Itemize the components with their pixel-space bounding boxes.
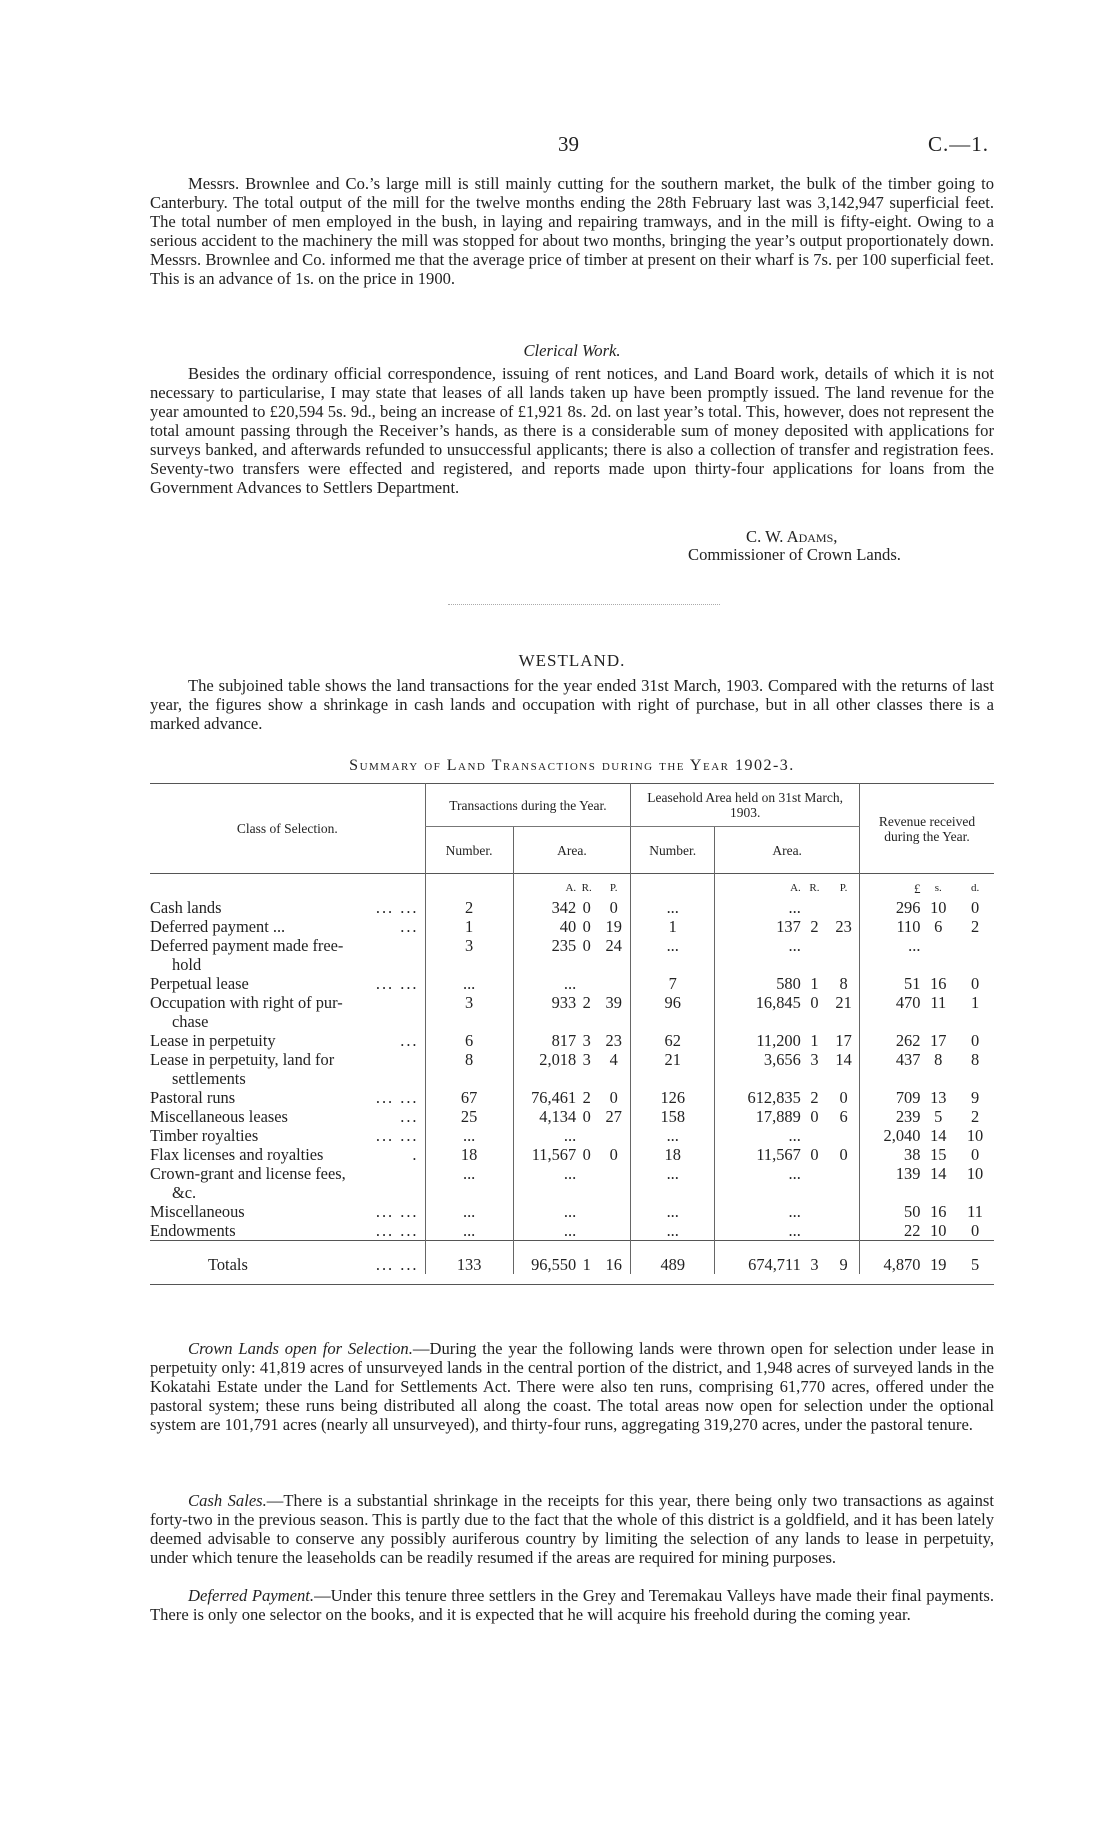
revenue-pounds: 139 <box>860 1164 921 1202</box>
transactions-roods: 0 <box>582 916 591 936</box>
table-row <box>150 974 994 993</box>
row-label-cell <box>150 1126 425 1145</box>
transactions-perches: 27 <box>605 1106 622 1126</box>
leasehold-perches <box>828 936 859 974</box>
leasehold-perches: 17 <box>835 1030 852 1050</box>
transactions-roods <box>576 1202 597 1221</box>
revenue-shillings: 6 <box>934 916 943 936</box>
transactions-perches: 23 <box>605 1030 622 1050</box>
row-label-cell <box>150 993 425 1031</box>
transactions-roods: 2 <box>582 992 591 1012</box>
leasehold-acres: 11,567 <box>715 1145 801 1164</box>
transactions-acres: 76,461 <box>513 1088 576 1107</box>
leasehold-number: 7 <box>631 974 715 993</box>
leasehold-perches: 8 <box>839 973 848 993</box>
leader-dots: ... <box>400 1030 419 1050</box>
leasehold-roods: 2 <box>810 916 819 936</box>
revenue-pence <box>956 936 994 974</box>
leasehold-roods <box>801 1164 828 1202</box>
revenue-pounds: 262 <box>860 1031 921 1050</box>
row-label-cell <box>150 1031 425 1050</box>
revenue-shillings: 5 <box>934 1106 943 1126</box>
transactions-roods: 2 <box>582 1087 591 1107</box>
transactions-perches: 24 <box>605 935 622 955</box>
section-divider <box>448 604 720 606</box>
revenue-pence: 0 <box>970 973 980 993</box>
unit-shillings: s. <box>934 881 942 894</box>
row-label-continuation: settlements <box>172 1068 246 1088</box>
totals-transactions-number: 133 <box>425 1240 513 1274</box>
transactions-acres: 342 <box>513 898 576 917</box>
transactions-acres: 235 <box>513 936 576 974</box>
leasehold-perches: 14 <box>835 1049 852 1069</box>
leasehold-roods: 3 <box>810 1049 819 1069</box>
unit-perches: P. <box>609 881 618 894</box>
land-transactions-table <box>150 783 994 1285</box>
cash-sales-text: —There is a substantial shrinkage in the receipts for this year, there being only two transactions as against forty-two in the previous season. This is partly due to the fact that the whole of this district is a goldfield, and it has been lately deemed advisable to conserve any possibly auriferous country by limiting the selection of any lands to lease in perpetuity, under which tenure the leaseholds can be readily resumed if the areas are required for mining purposes. <box>150 1491 994 1567</box>
row-label: Endowments <box>150 1220 236 1240</box>
revenue-shillings <box>920 936 956 974</box>
leasehold-perches: 6 <box>839 1106 848 1126</box>
revenue-pounds: 51 <box>860 974 921 993</box>
transactions-acres: 4,134 <box>513 1107 576 1126</box>
leasehold-roods: 0 <box>810 1144 819 1164</box>
leasehold-number: 1 <box>631 917 715 936</box>
revenue-pounds: 38 <box>860 1145 921 1164</box>
row-label-cell <box>150 1050 425 1088</box>
row-label: Miscellaneous leases <box>150 1106 288 1126</box>
crown-lands-text: —During the year the following lands were thrown open for selection under lease in perpetuity only: 41,819 acres of unsurveyed lands in the central portion of the district, and 1,948 acres of surveyed lands in the Kokatahi Estate under the Land for Settlements Act. There were also ten runs, comprising 61,770 acres, offered under the pastoral system; these runs being distributed all along the coast. The total areas now open for selection under the optional system are 101,791 acres (nearly all unsurveyed), and thirty-four runs, aggregating 319,270 acres, under the pastoral tenure. <box>150 1339 995 1434</box>
row-label-cell <box>150 1221 425 1241</box>
revenue-pounds: 296 <box>860 898 921 917</box>
revenue-pounds: 50 <box>860 1202 921 1221</box>
leasehold-perches <box>828 1221 859 1241</box>
row-label-cell <box>150 974 425 993</box>
revenue-pounds: 470 <box>860 993 921 1031</box>
revenue-shillings: 16 <box>930 1201 947 1221</box>
revenue-pence: 10 <box>966 1163 984 1183</box>
totals-row <box>150 1240 994 1274</box>
transactions-perches: 19 <box>605 916 622 936</box>
leasehold-acres: 17,889 <box>715 1107 801 1126</box>
transactions-number: 1 <box>425 917 513 936</box>
row-label: Occupation with right of pur- <box>150 992 343 1012</box>
row-label: Crown-grant and license fees, <box>150 1163 346 1183</box>
leasehold-perches <box>828 1202 859 1221</box>
leasehold-roods <box>801 898 828 917</box>
revenue-shillings: 15 <box>930 1144 947 1164</box>
transactions-roods <box>576 1126 597 1145</box>
clerical-text: Besides the ordinary official correspondence, issuing of rent notices, and Land Board work, details of which it is not necessary to particularise, I may state that leases of all lands taken up have been promptly issued. The land revenue for the year amounted to £20,594 5s. 9d., being an increase of £1,921 8s. 2d. on last year’s total. This, however, does not represent the total amount passing through the Receiver’s hands, as there is a considerable sum of money deposited with applications for surveys banked, and afterwards refunded to unsuccessful applicants; there is also a collection of transfer and registration fees. Seventy-two transfers were effected and registered, and reports made upon thirty-four applications for loans from the Government Advances to Settlers Department. <box>150 364 994 497</box>
revenue-pence: 10 <box>966 1125 984 1145</box>
brownlee-text: Messrs. Brownlee and Co.’s large mill is still mainly cutting for the southern market, the bulk of the timber going to Canterbury. The total output of the mill for the twelve months ending the 28th February last was 3,142,947 superficial feet. The total number of men employed in the bush, in laying and repairing tramways, and in the mill is fifty-eight. Owing to a serious accident to the machinery the mill was stopped for about two months, bringing the year’s output proportionately down. Messrs. Brownlee and Co. informed me that the average price of timber at present on their wharf is 7s. per 100 superficial feet. This is an advance of 1s. on the price in 1900. <box>150 174 994 288</box>
transactions-number: 2 <box>425 898 513 917</box>
leasehold-acres: 3,656 <box>715 1050 801 1088</box>
row-label-continuation: chase <box>172 1011 209 1031</box>
transactions-acres: ... <box>513 1221 576 1241</box>
leasehold-roods: 1 <box>810 1030 819 1050</box>
row-label: Miscellaneous <box>150 1201 245 1221</box>
leasehold-acres: ... <box>715 1202 801 1221</box>
totals-revenue-pence: 5 <box>956 1240 994 1274</box>
leasehold-acres: 11,200 <box>715 1031 801 1050</box>
leasehold-acres: ... <box>715 1221 801 1241</box>
leasehold-roods <box>801 1221 828 1241</box>
leasehold-roods <box>801 936 828 974</box>
leasehold-perches: 0 <box>839 1144 848 1164</box>
leasehold-roods: 0 <box>810 1106 819 1126</box>
transactions-number: 67 <box>425 1088 513 1107</box>
revenue-pence: 0 <box>970 1144 980 1164</box>
revenue-shillings: 16 <box>930 973 947 993</box>
leasehold-acres: 580 <box>715 974 801 993</box>
transactions-perches <box>597 974 631 993</box>
row-label: Timber royalties <box>150 1125 259 1145</box>
totals-label: Totals <box>208 1254 248 1274</box>
row-label-cell <box>150 1202 425 1221</box>
transactions-acres: 11,567 <box>513 1145 576 1164</box>
transactions-perches: 0 <box>609 897 618 917</box>
transactions-perches: 4 <box>609 1049 618 1069</box>
leasehold-acres: 612,835 <box>715 1088 801 1107</box>
cash-sales-lead: Cash Sales. <box>188 1491 267 1510</box>
table-row <box>150 1050 994 1088</box>
signature-name: C. W. Adams, <box>746 527 838 546</box>
westland-intro-paragraph <box>150 676 994 733</box>
transactions-acres: ... <box>513 1164 576 1202</box>
leasehold-number: ... <box>631 1126 715 1145</box>
transactions-number: ... <box>425 1202 513 1221</box>
leasehold-number: ... <box>631 898 715 917</box>
transactions-acres: ... <box>513 1202 576 1221</box>
revenue-shillings: 8 <box>934 1049 943 1069</box>
leader-dots: ... ... <box>375 1087 419 1107</box>
revenue-pounds: 22 <box>860 1221 921 1241</box>
transactions-perches <box>597 1202 631 1221</box>
leader-dots: ... <box>400 916 419 936</box>
table-row <box>150 1107 994 1126</box>
leasehold-perches <box>828 1164 859 1202</box>
row-label: Flax licenses and royalties <box>150 1144 324 1164</box>
leasehold-acres: ... <box>715 898 801 917</box>
row-label: Cash lands <box>150 897 222 917</box>
transactions-perches: 0 <box>609 1144 618 1164</box>
revenue-shillings: 14 <box>930 1125 947 1145</box>
revenue-shillings: 10 <box>930 897 947 917</box>
crown-lands-lead: Crown Lands open for Selection. <box>188 1339 413 1358</box>
transactions-roods: 0 <box>582 1144 591 1164</box>
transactions-number: 25 <box>425 1107 513 1126</box>
revenue-pounds: 437 <box>860 1050 921 1088</box>
revenue-shillings: 13 <box>930 1087 947 1107</box>
leasehold-roods: 2 <box>810 1087 819 1107</box>
leasehold-perches <box>828 1126 859 1145</box>
revenue-header: Revenue received during the Year. <box>860 784 994 874</box>
transactions-perches: 39 <box>605 992 622 1012</box>
table-row <box>150 917 994 936</box>
transactions-roods: 3 <box>582 1049 591 1069</box>
leasehold-number: 62 <box>631 1031 715 1050</box>
document-reference: C.—1. <box>928 132 990 156</box>
unit-perches: P. <box>839 881 848 894</box>
transactions-roods <box>576 1164 597 1202</box>
unit-roods: R. <box>581 881 592 894</box>
leasehold-roods <box>801 1202 828 1221</box>
revenue-pence: 8 <box>970 1049 980 1069</box>
leasehold-roods: 1 <box>810 973 819 993</box>
table-row <box>150 1088 994 1107</box>
transactions-perches <box>597 1221 631 1241</box>
leasehold-number-header: Number. <box>631 827 715 874</box>
revenue-pounds: 110 <box>860 917 921 936</box>
row-label-continuation: hold <box>172 954 202 974</box>
transactions-roods: 0 <box>582 935 591 955</box>
revenue-pence: 0 <box>970 897 980 917</box>
leader-dots: ... <box>400 1106 419 1126</box>
row-label: Lease in perpetuity, land for <box>150 1049 335 1069</box>
clerical-paragraph <box>150 364 994 497</box>
revenue-pounds: 709 <box>860 1088 921 1107</box>
revenue-pence: 9 <box>970 1087 980 1107</box>
transactions-acres: 817 <box>513 1031 576 1050</box>
leasehold-perches: 0 <box>839 1087 848 1107</box>
row-label: Perpetual lease <box>150 973 249 993</box>
leader-dots: ... ... <box>375 1201 419 1221</box>
deferred-payment-paragraph <box>150 1586 994 1624</box>
westland-intro-text: The subjoined table shows the land transactions for the year ended 31st March, 1903. Compared with the returns of last year, the figures show a shrinkage in cash lands and occupation with right of purchase, but in all other classes there is a marked advance. <box>150 676 994 733</box>
leasehold-acres: 16,845 <box>715 993 801 1031</box>
transactions-number: 8 <box>425 1050 513 1088</box>
leader-dots: ... ... <box>375 973 419 993</box>
row-label: Deferred payment ... <box>150 916 286 936</box>
totals-revenue-pounds: 4,870 <box>860 1240 921 1274</box>
leasehold-number: 158 <box>631 1107 715 1126</box>
leader-dots: . <box>412 1144 419 1164</box>
revenue-pounds: ... <box>860 936 921 974</box>
unit-acres: A. <box>513 874 576 898</box>
table-row <box>150 1221 994 1241</box>
totals-leasehold-acres: 674,711 <box>715 1240 801 1274</box>
transactions-roods <box>576 974 597 993</box>
transactions-acres: ... <box>513 974 576 993</box>
transactions-roods <box>576 1221 597 1241</box>
transactions-number: ... <box>425 1126 513 1145</box>
revenue-pence: 0 <box>970 1220 980 1240</box>
leasehold-perches <box>828 898 859 917</box>
table-row <box>150 898 994 917</box>
revenue-pence: 0 <box>970 1030 980 1050</box>
deferred-payment-lead: Deferred Payment. <box>188 1586 315 1605</box>
row-label: Deferred payment made free- <box>150 935 344 955</box>
table-row <box>150 1164 994 1202</box>
transactions-header: Transactions during the Year. <box>425 784 631 827</box>
brownlee-paragraph <box>150 174 994 288</box>
revenue-pence: 11 <box>967 1201 983 1221</box>
row-label: Pastoral runs <box>150 1087 236 1107</box>
table-row <box>150 1031 994 1050</box>
leasehold-number: ... <box>631 1164 715 1202</box>
leasehold-header: Leasehold Area held on 31st March, 1903. <box>631 784 860 827</box>
clerical-work-heading: Clerical Work. <box>523 341 621 360</box>
page-number: 39 <box>558 132 579 156</box>
totals-transactions-roods: 1 <box>576 1240 597 1274</box>
row-label-cell <box>150 1164 425 1202</box>
revenue-shillings: 17 <box>930 1030 947 1050</box>
revenue-shillings: 14 <box>930 1163 947 1183</box>
row-label-cell <box>150 898 425 917</box>
transactions-perches: 0 <box>609 1087 618 1107</box>
revenue-pence: 2 <box>970 1106 980 1126</box>
transactions-acres: 933 <box>513 993 576 1031</box>
totals-transactions-perches: 16 <box>597 1240 631 1274</box>
table-row <box>150 1202 994 1221</box>
row-label-cell <box>150 1107 425 1126</box>
leasehold-number: 21 <box>631 1050 715 1088</box>
transactions-number: ... <box>425 1221 513 1241</box>
transactions-roods: 0 <box>582 897 591 917</box>
transactions-acres: ... <box>513 1126 576 1145</box>
unit-acres: A. <box>715 874 801 898</box>
leasehold-acres: 137 <box>715 917 801 936</box>
totals-revenue-shillings: 19 <box>920 1240 956 1274</box>
row-label-cell <box>150 936 425 974</box>
transactions-acres: 40 <box>513 917 576 936</box>
signature-title: Commissioner of Crown Lands. <box>688 545 901 564</box>
unit-pence: d. <box>970 881 980 894</box>
class-of-selection-header: Class of Selection. <box>236 821 338 836</box>
transactions-acres: 2,018 <box>513 1050 576 1088</box>
transactions-number: 18 <box>425 1145 513 1164</box>
crown-lands-paragraph <box>150 1339 994 1434</box>
transactions-roods: 3 <box>582 1030 591 1050</box>
transactions-roods: 0 <box>582 1106 591 1126</box>
revenue-shillings: 11 <box>930 992 947 1012</box>
transactions-perches <box>597 1126 631 1145</box>
table-row <box>150 1145 994 1164</box>
leasehold-number: 96 <box>631 993 715 1031</box>
leasehold-area-header: Area. <box>715 827 860 874</box>
leasehold-number: ... <box>631 936 715 974</box>
leasehold-acres: ... <box>715 1164 801 1202</box>
transactions-perches <box>597 1164 631 1202</box>
revenue-shillings: 10 <box>930 1220 947 1240</box>
row-label-cell <box>150 917 425 936</box>
revenue-pounds: 239 <box>860 1107 921 1126</box>
unit-roods: R. <box>809 881 820 894</box>
row-label-cell <box>150 1088 425 1107</box>
totals-leasehold-perches: 9 <box>828 1240 859 1274</box>
transactions-number-header: Number. <box>425 827 513 874</box>
transactions-number: 3 <box>425 936 513 974</box>
transactions-number: ... <box>425 1164 513 1202</box>
totals-transactions-acres: 96,550 <box>513 1240 576 1274</box>
transactions-area-header: Area. <box>513 827 631 874</box>
leasehold-roods: 0 <box>810 992 819 1012</box>
totals-leasehold-number: 489 <box>631 1240 715 1274</box>
leader-dots: ... ... <box>375 1220 419 1240</box>
summary-title: Summary of Land Transactions during the Year 1902-3. <box>349 757 795 774</box>
deferred-payment-text: —Under this tenure three settlers in the Grey and Teremakau Valleys have made their final payments. There is only one selector on the books, and it is expected that he will acquire his freehold during the coming year. <box>150 1586 995 1624</box>
leasehold-perches: 21 <box>835 992 852 1012</box>
leader-dots: ... ... <box>375 897 419 917</box>
leasehold-roods <box>801 1126 828 1145</box>
table-row <box>150 993 994 1031</box>
unit-pounds: £ <box>860 874 921 898</box>
leader-dots: ... ... <box>375 1125 419 1145</box>
leasehold-number: ... <box>631 1202 715 1221</box>
transactions-number: 6 <box>425 1031 513 1050</box>
revenue-pounds: 2,040 <box>860 1126 921 1145</box>
westland-heading: WESTLAND. <box>518 651 626 670</box>
leader-dots: ... ... <box>375 1254 419 1274</box>
revenue-pence: 2 <box>970 916 980 936</box>
leasehold-number: 18 <box>631 1145 715 1164</box>
cash-sales-paragraph <box>150 1491 994 1567</box>
leasehold-number: 126 <box>631 1088 715 1107</box>
transactions-number: 3 <box>425 993 513 1031</box>
leasehold-perches: 23 <box>835 916 852 936</box>
table-row <box>150 1126 994 1145</box>
leasehold-acres: ... <box>715 1126 801 1145</box>
row-label: Lease in perpetuity <box>150 1030 276 1050</box>
transactions-number: ... <box>425 974 513 993</box>
leasehold-acres: ... <box>715 936 801 974</box>
leasehold-number: ... <box>631 1221 715 1241</box>
row-label-cell <box>150 1145 425 1164</box>
revenue-pence: 1 <box>970 992 980 1012</box>
table-row <box>150 936 994 974</box>
totals-leasehold-roods: 3 <box>801 1240 828 1274</box>
row-label-continuation: &c. <box>172 1182 197 1202</box>
